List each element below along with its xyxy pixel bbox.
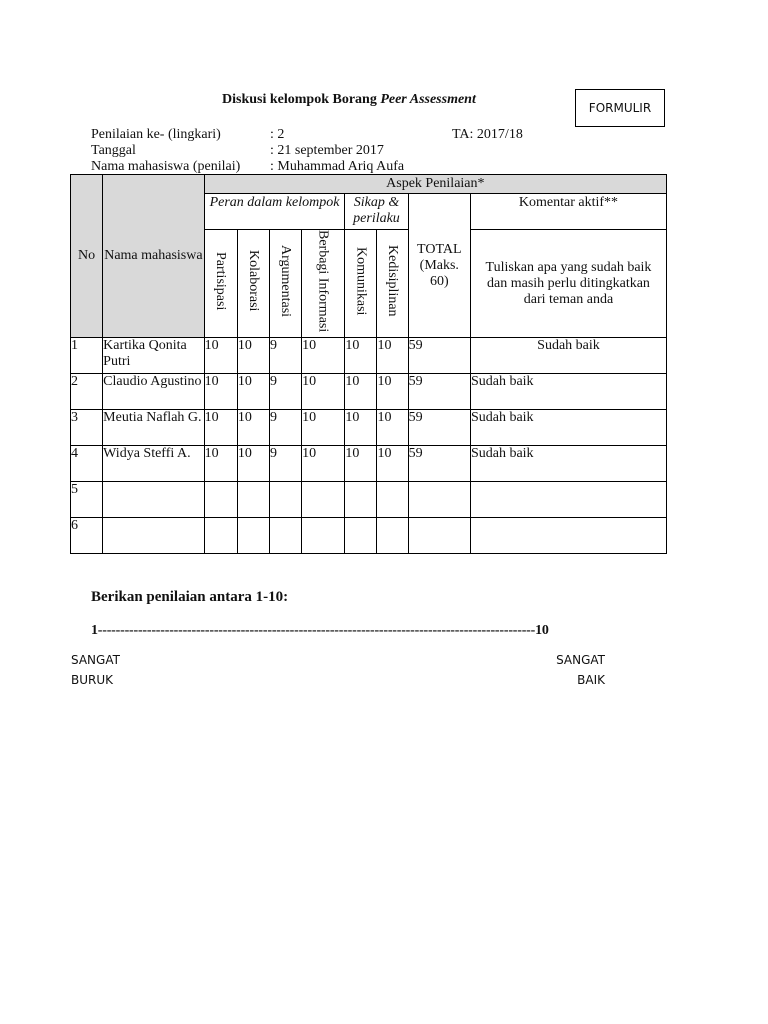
row-nama: Kartika Qonita Putri	[103, 338, 205, 374]
penilaian-value: : 2	[270, 127, 285, 142]
row-score: 10	[204, 446, 237, 482]
row-total: 59	[408, 374, 470, 410]
row-score: 9	[269, 338, 301, 374]
row-score: 10	[302, 338, 345, 374]
row-nama	[103, 518, 205, 554]
row-komentar: Sudah baik	[470, 374, 666, 410]
row-score: 10	[345, 446, 377, 482]
row-score: 10	[302, 410, 345, 446]
scale-right-line2: BAIK	[577, 673, 605, 687]
row-score: 10	[204, 410, 237, 446]
crit-kolaborasi: Kolaborasi	[245, 250, 261, 312]
rating-scale: 1--------------------------------------------------------------------------------------------------10	[91, 623, 549, 638]
row-no: 3	[71, 410, 103, 446]
crit-cell	[204, 230, 237, 338]
nama-penilai-label: Nama mahasiswa (penilai)	[91, 159, 241, 174]
row-score	[302, 518, 345, 554]
row-nama	[103, 482, 205, 518]
form-title-emphasis: Peer Assessment	[380, 92, 476, 107]
header-aspek: Aspek Penilaian*	[204, 175, 666, 194]
crit-kedisiplinan: Kedisiplinan	[385, 245, 401, 317]
row-score	[345, 482, 377, 518]
crit-cell	[237, 230, 269, 338]
scale-left-label	[71, 650, 120, 690]
row-score: 10	[302, 374, 345, 410]
table-row	[71, 374, 667, 410]
row-komentar	[470, 518, 666, 554]
row-komentar: Sudah baik	[470, 410, 666, 446]
crit-cell	[269, 230, 301, 338]
row-score	[204, 482, 237, 518]
row-nama: Widya Steffi A.	[103, 446, 205, 482]
row-nama: Claudio Agustino	[103, 374, 205, 410]
crit-argumentasi: Argumentasi	[278, 245, 294, 318]
header-sikap: Sikap & perilaku	[345, 194, 408, 230]
crit-cell	[377, 230, 408, 338]
row-no: 4	[71, 446, 103, 482]
crit-partisipasi: Partisipasi	[213, 251, 229, 311]
row-score: 10	[345, 374, 377, 410]
row-total: 59	[408, 410, 470, 446]
tahun-ajaran: TA: 2017/18	[452, 127, 523, 142]
row-score	[345, 518, 377, 554]
header-komentar: Komentar aktif**	[470, 194, 666, 230]
crit-cell	[302, 230, 345, 338]
header-komentar-hint: Tuliskan apa yang sudah baik dan masih perlu ditingkatkan dari teman anda	[470, 230, 666, 338]
table-row	[71, 410, 667, 446]
crit-cell	[345, 230, 377, 338]
penilaian-label: Penilaian ke- (lingkari)	[91, 127, 221, 142]
row-score: 10	[204, 374, 237, 410]
header-total: TOTAL (Maks. 60)	[408, 194, 470, 338]
tanggal-value: : 21 september 2017	[270, 143, 384, 158]
scale-left-line1: SANGAT	[71, 653, 120, 667]
peer-assessment-table	[70, 174, 667, 554]
row-total: 59	[408, 446, 470, 482]
row-komentar: Sudah baik	[470, 338, 666, 374]
row-score: 10	[302, 446, 345, 482]
crit-berbagi-informasi: Berbagi Informasi	[315, 230, 331, 333]
row-score	[269, 518, 301, 554]
row-score: 9	[269, 446, 301, 482]
row-score: 10	[377, 446, 408, 482]
row-score: 10	[237, 338, 269, 374]
row-no: 6	[71, 518, 103, 554]
instruction-text: Berikan penilaian antara 1-10:	[91, 589, 289, 605]
table-row	[71, 338, 667, 374]
row-score: 9	[269, 410, 301, 446]
row-score	[377, 518, 408, 554]
row-score: 10	[237, 446, 269, 482]
row-no: 1	[71, 338, 103, 374]
header-nama: Nama mahasiswa	[103, 175, 205, 338]
row-score	[237, 518, 269, 554]
row-total	[408, 518, 470, 554]
row-score: 10	[345, 338, 377, 374]
row-total: 59	[408, 338, 470, 374]
row-score	[269, 482, 301, 518]
row-no: 5	[71, 482, 103, 518]
row-score: 10	[204, 338, 237, 374]
row-total	[408, 482, 470, 518]
scale-left-line2: BURUK	[71, 673, 114, 687]
row-score: 10	[345, 410, 377, 446]
row-komentar	[470, 482, 666, 518]
row-score: 10	[377, 374, 408, 410]
row-score	[377, 482, 408, 518]
row-score: 9	[269, 374, 301, 410]
form-title-text: Diskusi kelompok Borang	[222, 92, 381, 107]
nama-penilai-value: : Muhammad Ariq Aufa	[270, 159, 405, 174]
row-score: 10	[237, 410, 269, 446]
tanggal-label: Tanggal	[91, 143, 136, 158]
crit-komunikasi: Komunikasi	[353, 246, 369, 316]
table-row	[71, 518, 667, 554]
row-score	[204, 518, 237, 554]
row-score: 10	[377, 410, 408, 446]
row-score: 10	[377, 338, 408, 374]
row-score: 10	[237, 374, 269, 410]
table-row	[71, 482, 667, 518]
table-row	[71, 446, 667, 482]
header-peran: Peran dalam kelompok	[204, 194, 345, 230]
row-score	[237, 482, 269, 518]
scale-right-label	[553, 650, 605, 690]
row-nama: Meutia Naflah G.	[103, 410, 205, 446]
scale-right-line1: SANGAT	[556, 653, 605, 667]
row-komentar: Sudah baik	[470, 446, 666, 482]
row-score	[302, 482, 345, 518]
form-title	[222, 92, 476, 108]
header-no: No	[71, 175, 103, 338]
row-no: 2	[71, 374, 103, 410]
formulir-badge: FORMULIR	[575, 89, 665, 127]
